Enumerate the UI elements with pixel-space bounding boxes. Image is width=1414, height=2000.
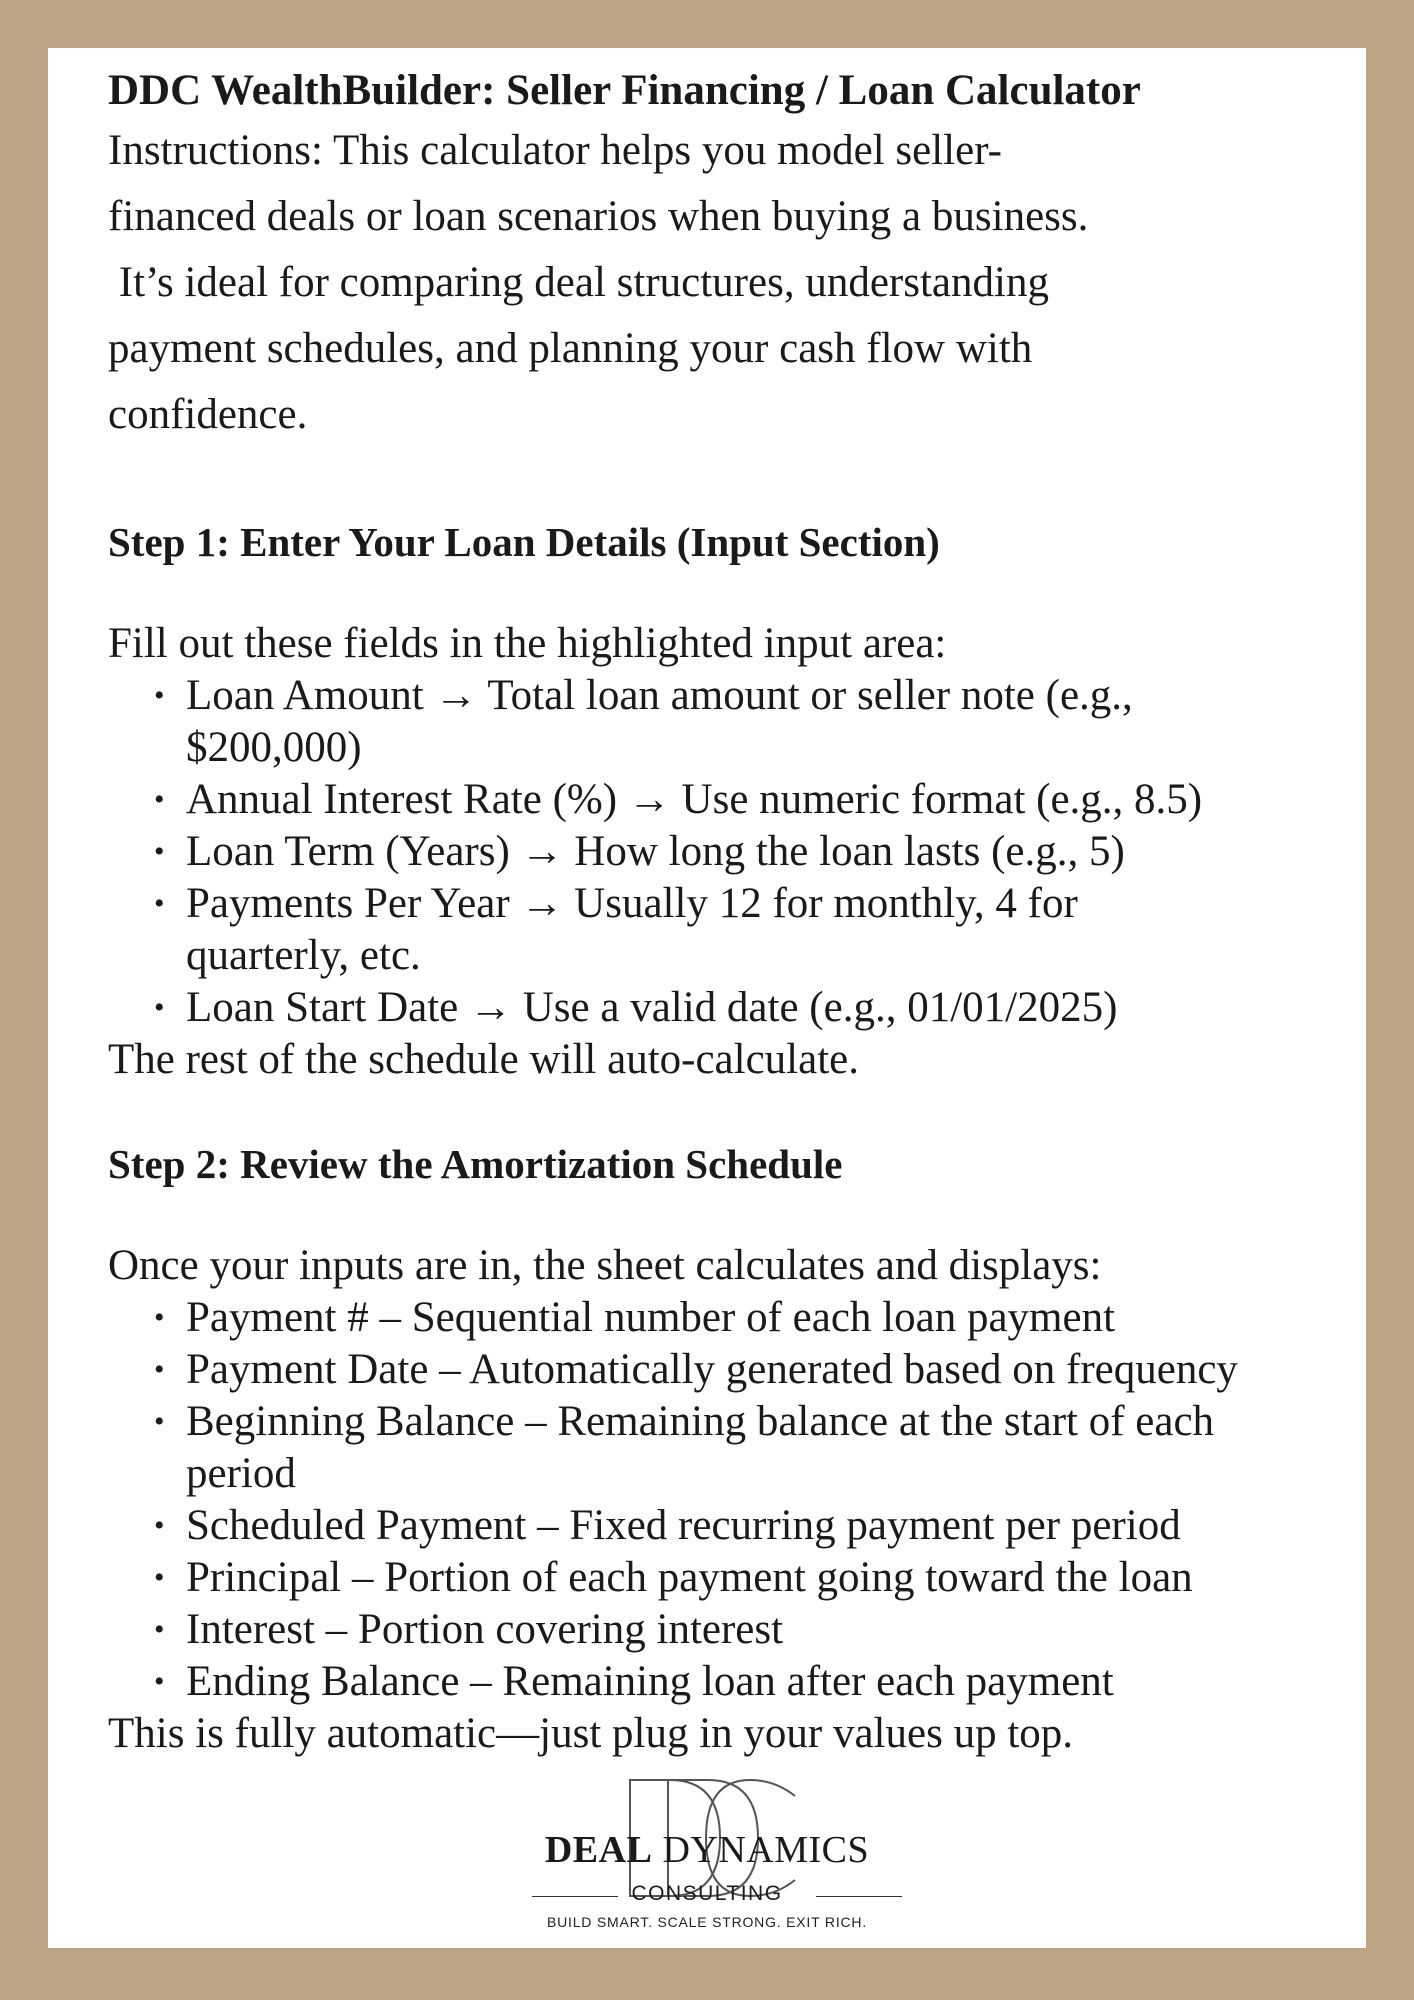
list-item-principal: • Principal – Portion of each payment going toward the loan [186,1552,1366,1604]
list-item-start-date: • Loan Start Date → Use a valid date (e.g., 01/01/2025) [186,982,1366,1034]
logo-name-regular: DYNAMICS [662,1829,870,1871]
list-item-payments-per-year: • Payments Per Year → Usually 12 for monthly, 4 for quarterly, etc. [154,880,1078,979]
list-item-interest-rate: • Annual Interest Rate (%) → Use numeric format (e.g., 8.5) [186,774,1366,826]
step2-column-list [108,1292,1366,1708]
bullet-icon: • [154,1301,165,1334]
list-item-interest: • Interest – Portion covering interest [186,1604,1366,1656]
document-title: DDC WealthBuilder: Seller Financing / Loan Calculator [108,67,1141,114]
bullet-icon: • [154,887,165,920]
step1-heading: Step 1: Enter Your Loan Details (Input Section) [108,519,940,565]
bullet-icon: • [154,1353,165,1386]
intro-line: Instructions: This calculator helps you model seller- [108,127,1002,174]
list-item-payment-date: • Payment Date – Automatically generated based on frequency [186,1344,1366,1396]
step2-closing: This is fully automatic—just plug in your values up top. [108,1710,1074,1757]
list-item-payment-number: • Payment # – Sequential number of each loan payment [186,1292,1366,1344]
list-item-scheduled-payment: • Scheduled Payment – Fixed recurring payment per period [186,1500,1366,1552]
bullet-icon: • [154,1509,165,1542]
logo-wordmark [48,1828,1366,1872]
bullet-icon: • [154,1405,165,1438]
logo-subname: CONSULTING [631,1882,783,1905]
bullet-icon: • [154,1561,165,1594]
intro-line: It’s ideal for comparing deal structures, understanding [108,259,1049,306]
logo-tagline: BUILD SMART. SCALE STRONG. EXIT RICH. [546,1914,868,1930]
step1-field-list [108,670,1366,1034]
instructions-paragraph [108,118,1288,448]
list-item-beginning-balance: • Beginning Balance – Remaining balance at the start of each period [154,1398,1215,1497]
step1-lead: Fill out these fields in the highlighted input area: [108,620,947,667]
bullet-icon: • [154,1665,165,1698]
intro-line: financed deals or loan scenarios when buying a business. [108,193,1089,240]
list-item-loan-term: • Loan Term (Years) → How long the loan lasts (e.g., 5) [186,826,1366,878]
bullet-icon: • [154,991,165,1024]
step2-lead: Once your inputs are in, the sheet calculates and displays: [108,1242,1102,1289]
intro-line: payment schedules, and planning your cash flow with [108,325,1033,372]
list-item-ending-balance: • Ending Balance – Remaining loan after each payment [186,1656,1366,1708]
step2-heading: Step 2: Review the Amortization Schedule [108,1141,843,1187]
bullet-icon: • [154,679,165,712]
intro-line: confidence. [108,391,308,438]
bullet-icon: • [154,1613,165,1646]
bullet-icon: • [154,835,165,868]
document-page [48,48,1366,1948]
bullet-icon: • [154,783,165,816]
logo-divider-right [816,1896,902,1897]
step1-closing: The rest of the schedule will auto-calculate. [108,1036,859,1083]
company-logo [48,1776,1366,1936]
list-item-loan-amount: • Loan Amount → Total loan amount or seller note (e.g., $200,000) [154,672,1133,771]
logo-name-bold: DEAL [544,1829,653,1871]
